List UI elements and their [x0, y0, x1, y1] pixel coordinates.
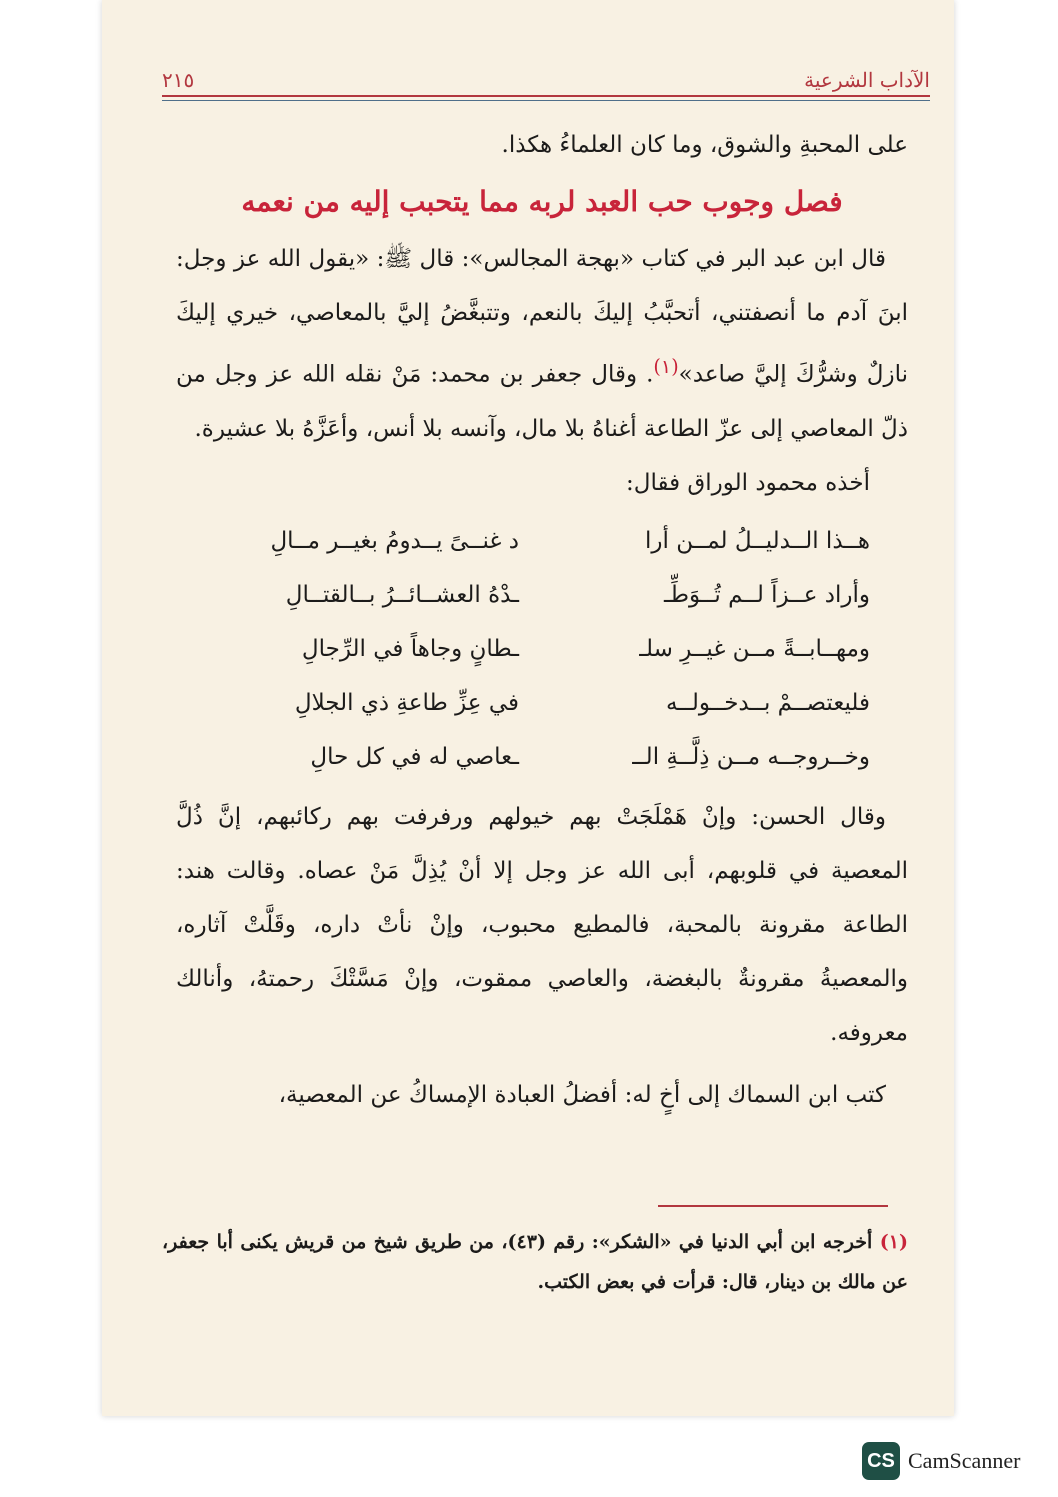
book-page	[102, 0, 954, 1416]
verse-second-hemistich: ـطانٍ وجاهاً في الرِّجالِ	[301, 635, 519, 662]
footnote-text: أخرجه ابن أبي الدنيا في «الشكر»: رقم (٤٣)، من طريق شيخ من قريش يكنى أبا جعفر، عن مالك بن دينار، قال: قرأت في بعض الكتب.	[162, 1231, 908, 1293]
running-title: الآداب الشرعية	[804, 68, 930, 92]
verse-second-hemistich: د غنــىً يــدومُ بغيــر مــالِ	[270, 527, 519, 554]
verse-first-hemistich: فليعتصــمْ بــدخــولــه	[666, 689, 870, 716]
footnote-divider	[658, 1205, 888, 1207]
paragraph-2: وقال الحسن: وإنْ هَمْلَجَتْ بهم خيولهم ورفرفت بهم ركائبهم، إنَّ ذُلَّ المعصية في قلوبهم، أبى الله عز وجل إلا أنْ يُذِلَّ مَنْ عصاه. وقالت هند: الطاعة مقرونة بالمحبة، فالمطيع محبوب، وإنْ نأتْ داره، وقَلَّتْ آثاره، والمعصيةُ مقرونةٌ بالبغضة، والعاصي ممقوت، وإنْ مَسَّتْكَ رحمتهُ، وأنالك معروفه.	[176, 803, 908, 1046]
page-header	[162, 58, 930, 92]
verse-first-hemistich: وخــروجــه مــن ذِلَّــةِ الــ	[632, 743, 870, 770]
footnote-number: (١)	[879, 1231, 908, 1253]
poem-verse	[176, 514, 908, 568]
poem-verse	[176, 676, 908, 730]
footnote-marker: (١)	[653, 355, 679, 378]
page-number: ٢١٥	[162, 68, 195, 92]
section-heading: فصل وجوب حب العبد لربه مما يتحبب إليه من نعمه	[241, 185, 843, 218]
poem-verse	[176, 568, 908, 622]
camscanner-watermark	[862, 1442, 1020, 1480]
poem	[176, 514, 908, 784]
paragraph-1-continued: . وقال جعفر بن محمد: مَنْ نقله الله عز وجل من ذلّ المعاصي إلى عزّ الطاعة أغناهُ بلا مال، وآنسه بلا أنس، وأعَزَّهُ بلا عشيرة.	[176, 361, 908, 442]
verse-second-hemistich: في عِزِّ طاعةِ ذي الجلالِ	[294, 689, 519, 716]
poem-intro: أخذه محمود الوراق فقال:	[626, 469, 870, 496]
paragraph-1	[176, 232, 908, 456]
verse-second-hemistich: ـعاصي له في كل حالِ	[310, 743, 519, 770]
header-rule-blue	[162, 100, 930, 101]
verse-first-hemistich: ومهــابــةً مــن غيــرِ سلـ	[639, 635, 870, 662]
poem-verse	[176, 730, 908, 784]
footnotes	[162, 1222, 908, 1302]
paragraph-spacer	[176, 1060, 908, 1068]
paragraph-1-text: قال ابن عبد البر في كتاب «بهجة المجالس»: قال ﷺ: «يقول الله عز وجل: ابنَ آدم ما أنصفتني، أتحبَّبُ إليكَ بالنعم، وتتبغَّضُ إليَّ بالمعاصي، خيري إليكَ نازلٌ وشرُّكَ إليَّ صاعد»	[176, 246, 908, 388]
poem-verse	[176, 622, 908, 676]
camscanner-logo-icon: CS	[862, 1442, 900, 1480]
verse-first-hemistich: هــذا الــدليــلُ لمــن أرا	[645, 527, 870, 554]
paragraph-3: كتب ابن السماك إلى أخٍ له: أفضلُ العبادة الإمساكُ عن المعصية،	[278, 1081, 886, 1108]
verse-first-hemistich: وأراد عــزاً لــم تُــوَطِّـ	[663, 581, 870, 608]
verse-second-hemistich: ـدْهُ العشــائــرُ بــالقتــالِ	[285, 581, 519, 608]
camscanner-label: CamScanner	[908, 1448, 1021, 1473]
footnote-item	[162, 1222, 908, 1302]
page-body	[176, 118, 908, 1122]
header-rule-red	[162, 95, 930, 97]
opening-line: على المحبةِ والشوق، وما كان العلماءُ هكذا.	[501, 132, 908, 158]
